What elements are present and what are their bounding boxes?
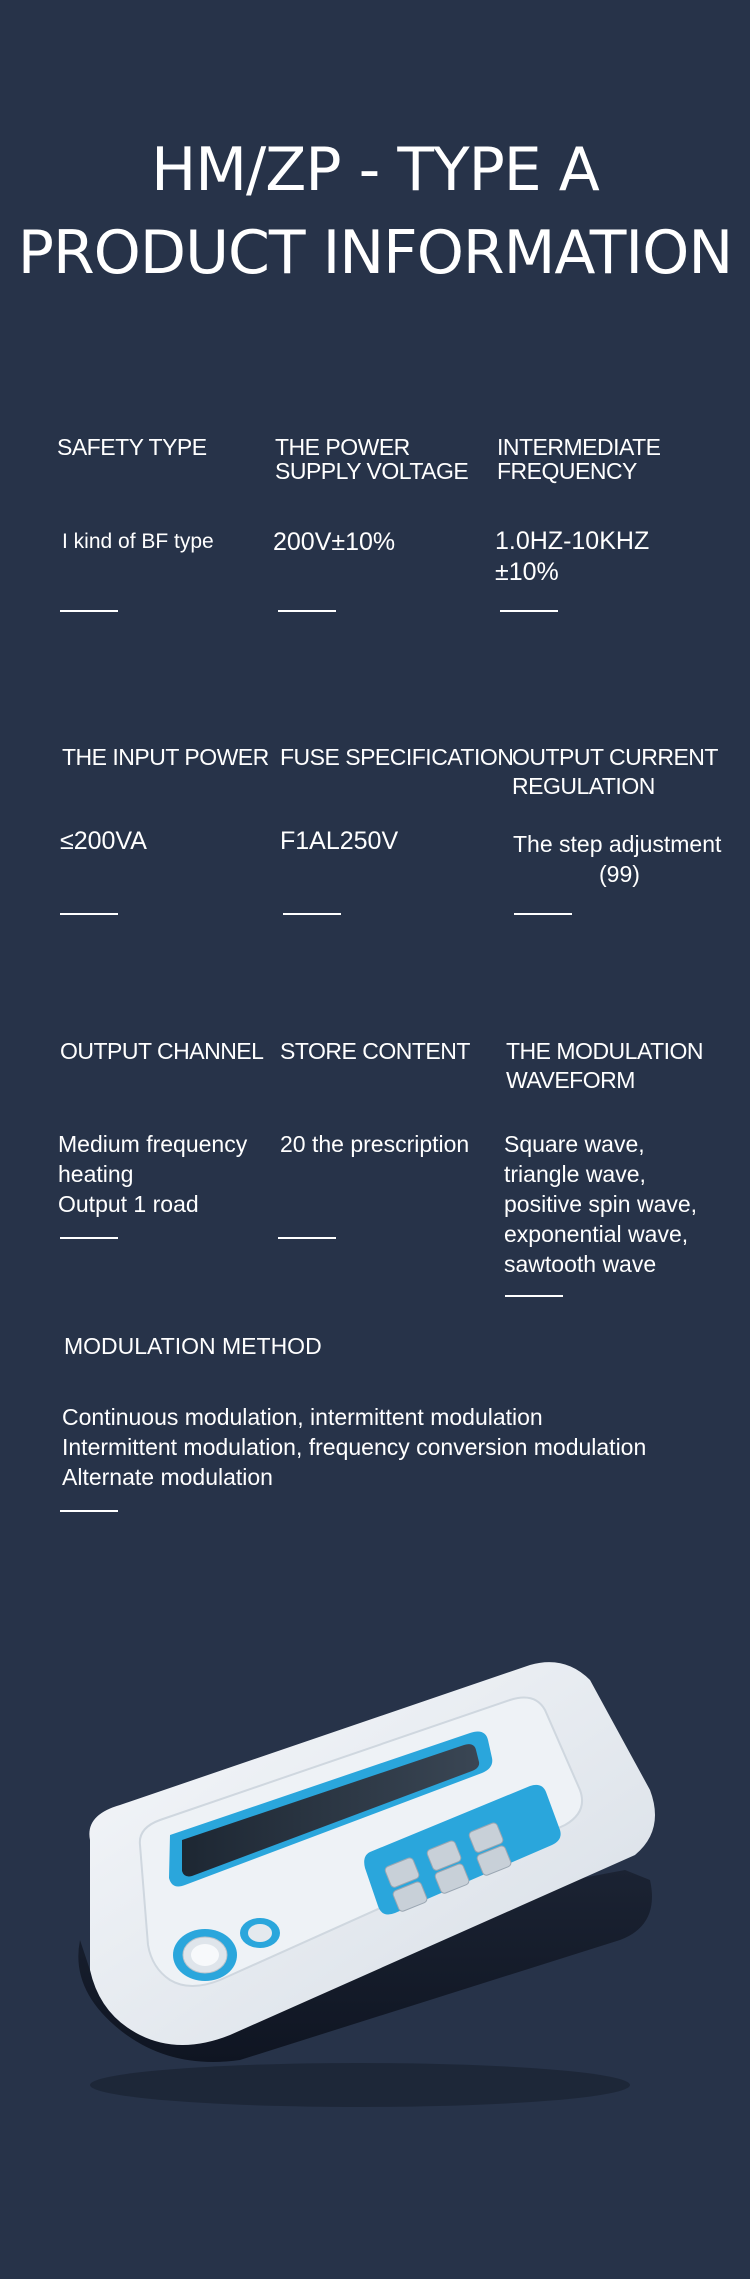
divider <box>514 913 572 915</box>
spec-label: SUPPLY VOLTAGE <box>275 458 469 484</box>
divider <box>60 1510 118 1512</box>
spec-value: Intermittent modulation, frequency conversion modulation <box>62 1434 647 1460</box>
spec-value: ±10% <box>495 558 559 586</box>
divider <box>60 610 118 612</box>
spec-value: exponential wave, <box>504 1221 689 1247</box>
spec-label: MODULATION METHOD <box>64 1333 322 1359</box>
spec-label: STORE CONTENT <box>280 1038 470 1064</box>
spec-value: 200V±10% <box>273 528 396 556</box>
spec-value: Continuous modulation, intermittent modulation <box>62 1404 543 1430</box>
divider <box>278 1237 336 1239</box>
spec-label: OUTPUT CURRENT <box>512 744 718 770</box>
spec-value: positive spin wave, <box>504 1191 698 1217</box>
spec-value: Output 1 road <box>58 1191 199 1217</box>
spec-value: 1.0HZ-10KHZ <box>495 527 650 555</box>
divider <box>60 1237 118 1239</box>
spec-label: SAFETY TYPE <box>57 434 207 460</box>
divider <box>60 913 118 915</box>
device-illustration <box>60 1640 680 2120</box>
spec-label: FREQUENCY <box>497 458 637 484</box>
spec-value: F1AL250V <box>280 827 399 855</box>
divider <box>505 1295 563 1297</box>
spec-value: 20 the prescription <box>280 1131 470 1157</box>
spec-value: The step adjustment <box>513 831 722 857</box>
divider <box>500 610 558 612</box>
spec-value: Medium frequency <box>58 1131 248 1157</box>
spec-value: Alternate modulation <box>62 1464 273 1490</box>
spec-label: THE INPUT POWER <box>62 744 269 770</box>
spec-value: sawtooth wave <box>504 1251 657 1277</box>
spec-label: INTERMEDIATE <box>497 434 661 460</box>
spec-value: triangle wave, <box>504 1161 646 1187</box>
page-title-line-1: HM/ZP - TYPE A <box>151 135 599 205</box>
spec-value: ≤200VA <box>60 827 147 855</box>
spec-value: I kind of BF type <box>62 530 214 553</box>
page-title-line-2: PRODUCT INFORMATION <box>17 218 733 288</box>
spec-label: WAVEFORM <box>506 1067 635 1093</box>
spec-label: THE POWER <box>275 434 410 460</box>
device-image <box>60 1640 680 2120</box>
spec-value: Square wave, <box>504 1131 645 1157</box>
divider <box>278 610 336 612</box>
spec-value: (99) <box>599 861 640 887</box>
spec-label: OUTPUT CHANNEL <box>60 1038 264 1064</box>
divider <box>283 913 341 915</box>
spec-label: REGULATION <box>512 773 655 799</box>
spec-label: THE MODULATION <box>506 1038 704 1064</box>
spec-value: heating <box>58 1161 134 1187</box>
spec-label: FUSE SPECIFICATION <box>280 744 514 770</box>
